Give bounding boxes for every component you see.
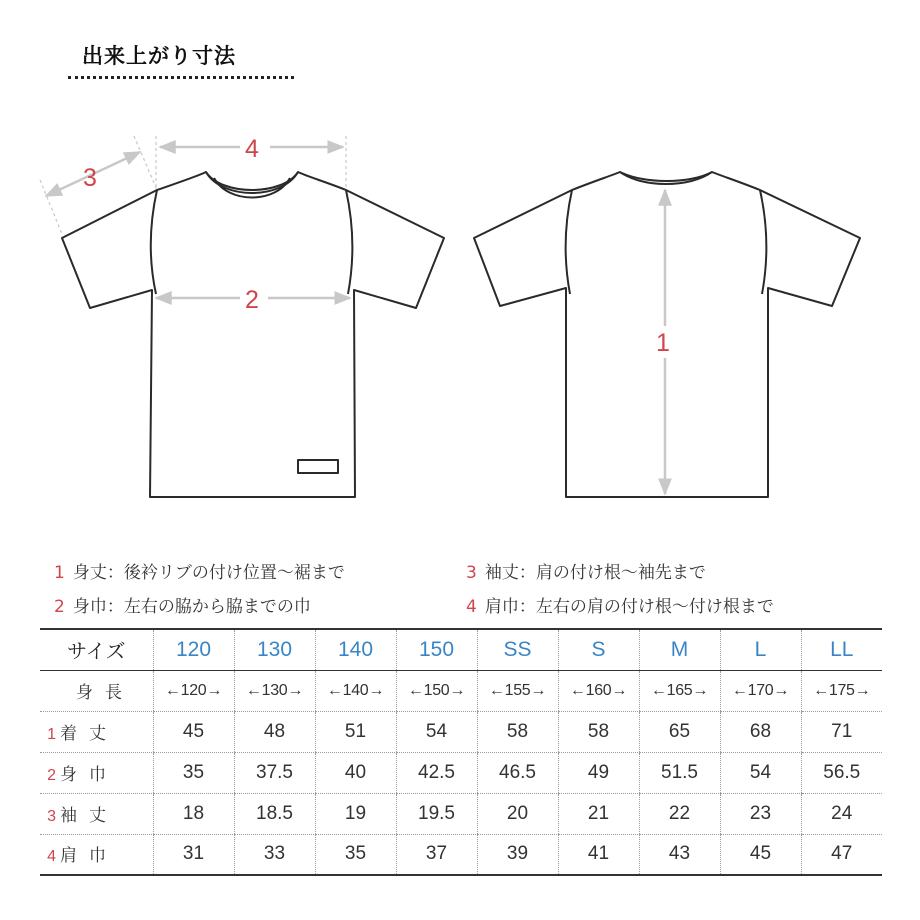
label-body-length: 1 <box>656 329 670 357</box>
table-cell: 47 <box>801 834 882 875</box>
size-header: SS <box>477 629 558 670</box>
legend-item-4 <box>466 592 774 617</box>
row-header <box>40 793 153 834</box>
row-label: 袖丈 <box>60 805 118 826</box>
label-body-width: 2 <box>245 286 259 314</box>
table-cell: 31 <box>153 834 234 875</box>
row-header <box>40 711 153 752</box>
table-cell: 39 <box>477 834 558 875</box>
table-row <box>40 834 882 875</box>
front-tag <box>298 460 338 473</box>
size-header: L <box>720 629 801 670</box>
front-right-armhole <box>346 190 352 294</box>
size-header: M <box>639 629 720 670</box>
row-header <box>40 752 153 793</box>
table-cell: 54 <box>720 752 801 793</box>
row-label: 身長 <box>76 682 134 703</box>
table-cell: 56.5 <box>801 752 882 793</box>
table-corner-label: サイズ <box>40 629 153 670</box>
row-header <box>40 670 153 711</box>
table-cell: 51 <box>315 711 396 752</box>
table-cell: ←150→ <box>396 670 477 711</box>
legend-text: 肩巾：左右の肩の付け根〜付け根まで <box>484 597 774 617</box>
size-header: 140 <box>315 629 396 670</box>
table-cell: 37.5 <box>234 752 315 793</box>
row-header <box>40 834 153 875</box>
front-left-armhole <box>151 190 157 294</box>
table-cell: 45 <box>153 711 234 752</box>
size-header: 130 <box>234 629 315 670</box>
legend-num: 2 <box>54 597 65 617</box>
size-header: 150 <box>396 629 477 670</box>
table-cell: ←170→ <box>720 670 801 711</box>
label-shoulder-width: 4 <box>245 135 259 163</box>
table-row <box>40 793 882 834</box>
table-cell: 33 <box>234 834 315 875</box>
table-cell: 58 <box>477 711 558 752</box>
legend-text: 身丈：後衿リブの付け位置〜裾まで <box>72 563 345 583</box>
front-body-outline <box>62 172 444 497</box>
legend-item-3 <box>466 558 706 583</box>
table-cell: 18.5 <box>234 793 315 834</box>
table-cell: 71 <box>801 711 882 752</box>
table-cell: 24 <box>801 793 882 834</box>
table-cell: 21 <box>558 793 639 834</box>
legend-num: 3 <box>466 563 477 583</box>
table-cell: 18 <box>153 793 234 834</box>
table-cell: 37 <box>396 834 477 875</box>
table-cell: 58 <box>558 711 639 752</box>
table-cell: 68 <box>720 711 801 752</box>
tshirt-front <box>62 172 444 497</box>
table-header-row <box>40 629 882 670</box>
row-number: 4 <box>47 848 56 866</box>
page-title: 出来上がり寸法 <box>82 44 236 68</box>
table-cell: ←140→ <box>315 670 396 711</box>
row-number: 3 <box>47 807 56 825</box>
legend-item-1 <box>54 558 345 583</box>
legend-text: 袖丈：肩の付け根〜袖先まで <box>484 563 706 583</box>
table-cell: 49 <box>558 752 639 793</box>
table-cell: ←120→ <box>153 670 234 711</box>
table-row <box>40 752 882 793</box>
table-cell: 35 <box>153 752 234 793</box>
back-right-armhole <box>760 190 766 294</box>
legend-num: 1 <box>54 563 65 583</box>
table-cell: 22 <box>639 793 720 834</box>
table-cell: 40 <box>315 752 396 793</box>
row-number: 1 <box>47 725 56 743</box>
table-cell: ←130→ <box>234 670 315 711</box>
table-cell: ←155→ <box>477 670 558 711</box>
table-cell: 48 <box>234 711 315 752</box>
table-cell: 46.5 <box>477 752 558 793</box>
row-label: 着丈 <box>60 723 118 744</box>
legend-num: 4 <box>466 597 477 617</box>
table-cell: 43 <box>639 834 720 875</box>
table-cell: 19.5 <box>396 793 477 834</box>
table-cell: ←160→ <box>558 670 639 711</box>
table-cell: 54 <box>396 711 477 752</box>
row-label: 身巾 <box>60 764 118 785</box>
table-cell: 20 <box>477 793 558 834</box>
table-cell: 65 <box>639 711 720 752</box>
table-cell: 42.5 <box>396 752 477 793</box>
table-cell: 45 <box>720 834 801 875</box>
table-cell: 51.5 <box>639 752 720 793</box>
size-header: 120 <box>153 629 234 670</box>
row-number: 2 <box>47 766 56 784</box>
table-cell: 35 <box>315 834 396 875</box>
label-sleeve-length: 3 <box>83 164 97 192</box>
table-row <box>40 670 882 711</box>
size-table <box>40 628 882 876</box>
table-cell: ←165→ <box>639 670 720 711</box>
legend-text: 身巾：左右の脇から脇までの巾 <box>72 597 311 617</box>
table-cell: 19 <box>315 793 396 834</box>
table-cell: 23 <box>720 793 801 834</box>
row-label: 肩巾 <box>60 846 118 867</box>
table-cell: 41 <box>558 834 639 875</box>
legend-item-2 <box>54 592 311 617</box>
back-left-armhole <box>566 190 572 294</box>
size-header: LL <box>801 629 882 670</box>
table-cell: ←175→ <box>801 670 882 711</box>
size-header: S <box>558 629 639 670</box>
table-row <box>40 711 882 752</box>
